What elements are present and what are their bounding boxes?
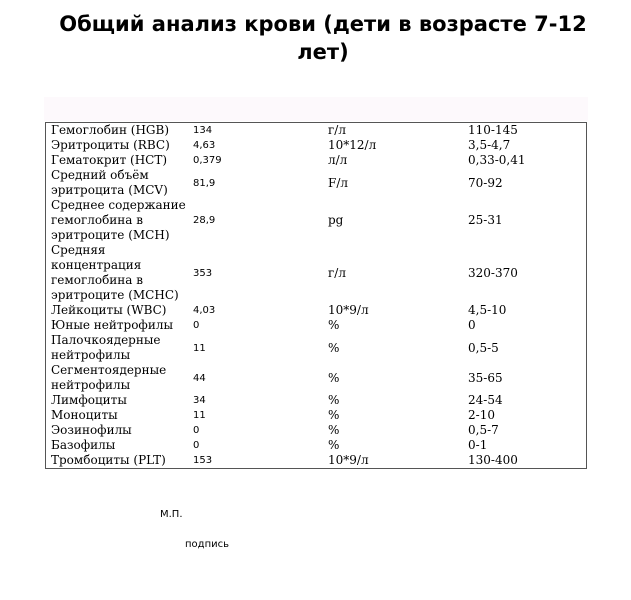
test-reference-cell: 320-370 <box>468 265 518 280</box>
test-value-cell: 0 <box>193 320 200 331</box>
test-value-cell: 11 <box>193 342 206 354</box>
test-reference-cell: 70-92 <box>468 175 503 190</box>
signature-label: подпись <box>185 539 229 550</box>
test-name-cell: Сегментоядерные нейтрофилы <box>51 363 167 392</box>
test-name-cell: Тромбоциты (PLT) <box>51 453 166 467</box>
test-unit-cell: 10*9/л <box>328 303 369 317</box>
test-value-cell: 134 <box>193 125 213 136</box>
table-row <box>46 198 587 243</box>
test-name-cell: Средний объём эритроцита (MCV) <box>51 168 168 197</box>
table-row <box>46 303 587 318</box>
table-row <box>46 153 587 168</box>
table-row <box>46 453 587 469</box>
table-header-band <box>44 97 588 121</box>
test-value-cell: 153 <box>193 455 213 466</box>
table-row <box>46 438 587 453</box>
test-value-cell: 0 <box>193 440 200 451</box>
test-unit-cell: л/л <box>328 153 348 167</box>
test-unit-cell: 10*12/л <box>328 138 377 152</box>
table-row <box>46 408 587 423</box>
test-reference-cell: 2-10 <box>468 408 495 422</box>
test-unit-cell: % <box>328 340 340 355</box>
test-reference-cell: 0,33-0,41 <box>468 153 526 167</box>
test-value-cell: 28,9 <box>193 215 216 226</box>
table-row <box>46 423 587 438</box>
test-name-cell: Лимфоциты <box>51 393 127 407</box>
table-row <box>46 123 587 139</box>
test-reference-cell: 130-400 <box>468 453 518 467</box>
test-reference-cell: 35-65 <box>468 370 503 385</box>
test-value-cell: 4,03 <box>193 305 216 316</box>
table-row <box>46 168 587 198</box>
test-reference-cell: 3,5-4,7 <box>468 138 511 152</box>
test-unit-cell: % <box>328 318 340 332</box>
test-name-cell: Средняя концентрация гемоглобина в эритроците (MCHC) <box>51 243 179 302</box>
test-unit-cell: г/л <box>328 265 346 280</box>
test-name-cell: Эозинофилы <box>51 423 132 437</box>
test-reference-cell: 0,5-7 <box>468 423 499 437</box>
test-name-cell: Лейкоциты (WBC) <box>51 303 167 317</box>
test-name-cell: Палочкоядерные нейтрофилы <box>51 333 161 362</box>
test-name-cell: Среднее содержание гемоглобина в эритроците (MCH) <box>51 198 186 242</box>
stamp-label: М.П. <box>160 509 183 520</box>
table-row <box>46 363 587 393</box>
test-reference-cell: 25-31 <box>468 213 503 227</box>
test-unit-cell: г/л <box>328 123 346 137</box>
test-unit-cell: % <box>328 370 340 385</box>
test-name-cell: Эритроциты (RBC) <box>51 138 170 152</box>
test-value-cell: 81,9 <box>193 177 216 189</box>
test-name-cell: Юные нейтрофилы <box>51 318 173 332</box>
table-row <box>46 393 587 408</box>
table-row <box>46 243 587 303</box>
test-value-cell: 34 <box>193 395 206 406</box>
blood-test-table <box>45 122 587 469</box>
table-row <box>46 318 587 333</box>
test-reference-cell: 0 <box>468 318 476 332</box>
test-reference-cell: 110-145 <box>468 123 518 137</box>
test-unit-cell: % <box>328 438 340 452</box>
test-unit-cell: % <box>328 408 340 422</box>
test-value-cell: 0 <box>193 425 200 436</box>
test-value-cell: 11 <box>193 410 206 421</box>
test-name-cell: Гемоглобин (HGB) <box>51 123 170 137</box>
test-unit-cell: pg <box>328 213 344 227</box>
test-unit-cell: F/л <box>328 175 348 190</box>
test-unit-cell: 10*9/л <box>328 453 369 467</box>
test-name-cell: Моноциты <box>51 408 118 422</box>
test-reference-cell: 4,5-10 <box>468 303 507 317</box>
test-unit-cell: % <box>328 423 340 437</box>
test-value-cell: 4,63 <box>193 140 216 151</box>
test-value-cell: 0,379 <box>193 155 222 166</box>
blood-test-rows <box>46 123 587 469</box>
table-row <box>46 138 587 153</box>
test-name-cell: Базофилы <box>51 438 116 452</box>
test-reference-cell: 24-54 <box>468 393 503 407</box>
test-name-cell: Гематокрит (HCT) <box>51 153 168 167</box>
test-value-cell: 44 <box>193 372 206 384</box>
test-reference-cell: 0,5-5 <box>468 340 499 355</box>
document-title: Общий анализ крови (дети в возрасте 7-12 лет) <box>59 12 587 64</box>
table-row <box>46 333 587 363</box>
test-reference-cell: 0-1 <box>468 438 488 452</box>
test-unit-cell: % <box>328 393 340 407</box>
test-value-cell: 353 <box>193 267 213 279</box>
